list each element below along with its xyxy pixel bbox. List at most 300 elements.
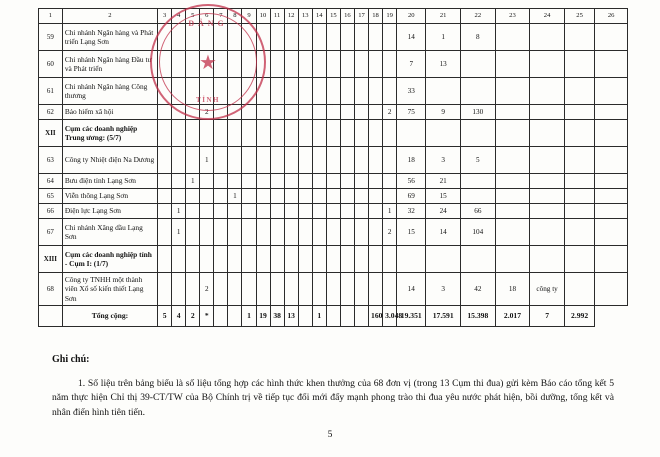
value-cell	[158, 273, 172, 306]
value-cell	[186, 105, 200, 120]
column-header-cell: 22	[461, 9, 496, 24]
value-cell: 42	[461, 273, 496, 306]
value-cell	[326, 105, 340, 120]
value-cell	[256, 147, 270, 174]
page-number: 5	[327, 430, 333, 440]
total-value-cell: 38	[270, 306, 284, 327]
total-label-cell: Tổng cộng:	[62, 306, 157, 327]
value-cell	[312, 174, 326, 189]
total-value-cell	[228, 306, 242, 327]
value-cell	[242, 174, 256, 189]
value-cell	[530, 174, 565, 189]
column-header-cell: 7	[214, 9, 228, 24]
value-cell	[256, 174, 270, 189]
value-cell	[383, 273, 397, 306]
value-cell	[242, 78, 256, 105]
column-header-cell: 13	[298, 9, 312, 24]
value-cell	[186, 147, 200, 174]
value-cell	[354, 174, 368, 189]
value-cell	[564, 189, 594, 204]
value-cell	[595, 219, 628, 246]
column-header-cell: 3	[158, 9, 172, 24]
value-cell	[354, 147, 368, 174]
value-cell	[340, 189, 354, 204]
value-cell	[158, 105, 172, 120]
value-cell	[564, 105, 594, 120]
value-cell	[312, 246, 326, 273]
value-cell	[214, 189, 228, 204]
value-cell	[495, 78, 530, 105]
value-cell	[495, 189, 530, 204]
value-cell	[354, 51, 368, 78]
value-cell	[172, 105, 186, 120]
value-cell	[214, 105, 228, 120]
total-value-cell: 15.398	[461, 306, 496, 327]
value-cell	[326, 120, 340, 147]
total-value-cell: 19.351	[397, 306, 426, 327]
value-cell	[186, 78, 200, 105]
value-cell	[312, 273, 326, 306]
column-header-cell: 18	[369, 9, 383, 24]
value-cell	[383, 174, 397, 189]
value-cell: 104	[461, 219, 496, 246]
value-cell	[595, 147, 628, 174]
value-cell	[256, 246, 270, 273]
column-header-cell: 6	[200, 9, 214, 24]
unit-name-cell: Cụm các doanh nghiệp Trung ương: (5/7)	[62, 120, 157, 147]
value-cell	[158, 189, 172, 204]
value-cell	[312, 78, 326, 105]
value-cell	[228, 78, 242, 105]
notes-title: Ghi chú:	[52, 354, 90, 365]
table-row	[39, 204, 628, 219]
value-cell	[186, 273, 200, 306]
value-cell	[495, 120, 530, 147]
value-cell	[564, 273, 594, 306]
value-cell	[256, 78, 270, 105]
value-cell: 14	[397, 273, 426, 306]
value-cell	[369, 105, 383, 120]
value-cell: 1	[228, 189, 242, 204]
value-cell	[564, 51, 594, 78]
value-cell	[172, 174, 186, 189]
value-cell	[200, 189, 214, 204]
value-cell	[298, 147, 312, 174]
total-value-cell: 7	[530, 306, 565, 327]
row-index-cell: 62	[39, 105, 63, 120]
value-cell	[228, 219, 242, 246]
value-cell	[461, 189, 496, 204]
value-cell: 13	[426, 51, 461, 78]
value-cell	[595, 105, 628, 120]
value-cell	[495, 246, 530, 273]
value-cell	[200, 120, 214, 147]
column-header-cell: 23	[495, 9, 530, 24]
table-row	[39, 246, 628, 273]
value-cell	[530, 204, 565, 219]
value-cell	[228, 204, 242, 219]
value-cell	[383, 246, 397, 273]
value-cell	[312, 105, 326, 120]
column-header-cell: 17	[354, 9, 368, 24]
value-cell	[564, 204, 594, 219]
column-header-cell: 26	[595, 9, 628, 24]
value-cell: 66	[461, 204, 496, 219]
value-cell: 3	[426, 273, 461, 306]
value-cell	[186, 219, 200, 246]
total-value-cell	[326, 306, 340, 327]
value-cell	[495, 24, 530, 51]
value-cell	[354, 120, 368, 147]
value-cell: 33	[397, 78, 426, 105]
value-cell: 15	[426, 189, 461, 204]
value-cell	[200, 51, 214, 78]
table-row	[39, 120, 628, 147]
unit-name-cell: Chi nhánh Ngân hàng và Phát triển Lạng Sơn	[62, 24, 157, 51]
value-cell	[172, 24, 186, 51]
unit-name-cell: Cụm các doanh nghiệp tỉnh - Cụm I: (1/7)	[62, 246, 157, 273]
total-value-cell	[214, 306, 228, 327]
column-header-cell: 14	[312, 9, 326, 24]
value-cell: 5	[461, 147, 496, 174]
value-cell: 130	[461, 105, 496, 120]
value-cell	[340, 219, 354, 246]
value-cell	[284, 51, 298, 78]
value-cell	[369, 24, 383, 51]
value-cell	[495, 204, 530, 219]
value-cell	[312, 147, 326, 174]
value-cell	[214, 246, 228, 273]
value-cell	[242, 105, 256, 120]
value-cell	[270, 204, 284, 219]
value-cell	[200, 24, 214, 51]
value-cell	[326, 78, 340, 105]
column-header-cell: 9	[242, 9, 256, 24]
value-cell	[242, 219, 256, 246]
value-cell: 2	[383, 219, 397, 246]
value-cell	[214, 147, 228, 174]
value-cell	[242, 51, 256, 78]
value-cell	[595, 246, 628, 273]
value-cell: 1	[383, 204, 397, 219]
value-cell	[298, 246, 312, 273]
stamp-bottom-text: TỈNH	[196, 96, 220, 104]
value-cell: 2	[383, 105, 397, 120]
value-cell	[228, 174, 242, 189]
value-cell	[340, 204, 354, 219]
row-index-cell: 64	[39, 174, 63, 189]
value-cell	[298, 51, 312, 78]
value-cell	[158, 51, 172, 78]
unit-name-cell: Bảo hiểm xã hội	[62, 105, 157, 120]
value-cell	[340, 246, 354, 273]
value-cell	[595, 273, 628, 306]
value-cell	[383, 189, 397, 204]
total-value-cell: *	[200, 306, 214, 327]
value-cell	[312, 219, 326, 246]
value-cell	[158, 24, 172, 51]
row-index-cell: 65	[39, 189, 63, 204]
column-header-cell: 8	[228, 9, 242, 24]
table-row	[39, 273, 628, 306]
value-cell	[200, 219, 214, 246]
value-cell: 3	[426, 147, 461, 174]
value-cell	[228, 246, 242, 273]
value-cell	[172, 273, 186, 306]
value-cell	[298, 273, 312, 306]
row-index-cell: 63	[39, 147, 63, 174]
value-cell	[172, 147, 186, 174]
value-cell	[312, 120, 326, 147]
value-cell	[595, 78, 628, 105]
value-cell	[461, 51, 496, 78]
total-value-cell: 13	[284, 306, 298, 327]
value-cell	[383, 147, 397, 174]
total-value-cell: 17.591	[426, 306, 461, 327]
value-cell	[340, 273, 354, 306]
value-cell: 69	[397, 189, 426, 204]
value-cell	[354, 204, 368, 219]
value-cell	[530, 219, 565, 246]
value-cell	[270, 273, 284, 306]
value-cell	[564, 246, 594, 273]
value-cell	[530, 78, 565, 105]
value-cell	[530, 120, 565, 147]
value-cell	[530, 246, 565, 273]
value-cell	[312, 24, 326, 51]
column-header-cell: 1	[39, 9, 63, 24]
row-index-cell: XII	[39, 120, 63, 147]
column-header-cell: 19	[383, 9, 397, 24]
notes-paragraph: 1. Số liệu trên bảng biểu là số liệu tổng hợp các hình thức khen thưởng của 68 đơn vị (trong 13 Cụm thi đua) gửi kèm Báo cáo tổng kết 5 năm thực hiện Chỉ thị 39-CT/TW của Bộ Chính trị về tiếp tục đổi mới đẩy mạnh phong trào thi đua yêu nước phát hiện, bồi dưỡng, tổng kết và nhân điển hình tiên tiến.	[52, 377, 614, 419]
value-cell: 18	[495, 273, 530, 306]
value-cell	[530, 147, 565, 174]
value-cell: công ty	[530, 273, 565, 306]
value-cell	[595, 24, 628, 51]
stamp-star-icon: ★	[199, 52, 217, 74]
value-cell	[256, 189, 270, 204]
value-cell	[158, 219, 172, 246]
value-cell	[326, 24, 340, 51]
value-cell	[256, 204, 270, 219]
value-cell	[564, 219, 594, 246]
value-cell: 56	[397, 174, 426, 189]
value-cell	[214, 120, 228, 147]
value-cell	[595, 51, 628, 78]
value-cell	[242, 24, 256, 51]
value-cell	[530, 24, 565, 51]
value-cell	[284, 204, 298, 219]
value-cell	[298, 105, 312, 120]
value-cell	[354, 24, 368, 51]
value-cell: 18	[397, 147, 426, 174]
total-value-cell: 2.017	[495, 306, 530, 327]
value-cell	[564, 147, 594, 174]
value-cell	[228, 24, 242, 51]
value-cell	[270, 147, 284, 174]
value-cell	[298, 120, 312, 147]
value-cell	[564, 174, 594, 189]
value-cell	[158, 174, 172, 189]
data-table-wrapper	[38, 8, 628, 327]
value-cell	[530, 189, 565, 204]
unit-name-cell: Chi nhánh Ngân hàng Đầu tư và Phát triển	[62, 51, 157, 78]
value-cell	[242, 120, 256, 147]
value-cell	[228, 105, 242, 120]
value-cell	[214, 174, 228, 189]
value-cell: 7	[397, 51, 426, 78]
table-row	[39, 219, 628, 246]
value-cell	[369, 147, 383, 174]
stamp-top-text: ĐẢNG	[188, 19, 228, 28]
table-row	[39, 147, 628, 174]
value-cell	[214, 78, 228, 105]
value-cell	[383, 78, 397, 105]
value-cell	[326, 273, 340, 306]
value-cell	[284, 246, 298, 273]
value-cell	[426, 78, 461, 105]
value-cell	[158, 246, 172, 273]
value-cell	[312, 51, 326, 78]
value-cell	[242, 246, 256, 273]
value-cell	[270, 51, 284, 78]
value-cell	[595, 120, 628, 147]
notes-section	[52, 352, 614, 421]
value-cell	[369, 246, 383, 273]
value-cell	[354, 105, 368, 120]
value-cell	[270, 105, 284, 120]
column-header-cell: 10	[256, 9, 270, 24]
value-cell	[284, 147, 298, 174]
value-cell	[200, 78, 214, 105]
row-index-cell: 66	[39, 204, 63, 219]
value-cell	[461, 174, 496, 189]
column-header-cell: 15	[326, 9, 340, 24]
value-cell	[530, 105, 565, 120]
value-cell	[495, 174, 530, 189]
value-cell: 21	[426, 174, 461, 189]
total-row-spacer	[39, 306, 63, 327]
row-index-cell: 67	[39, 219, 63, 246]
value-cell	[369, 273, 383, 306]
value-cell	[228, 147, 242, 174]
value-cell	[298, 204, 312, 219]
value-cell	[186, 120, 200, 147]
total-value-cell: 1	[312, 306, 326, 327]
value-cell	[270, 174, 284, 189]
value-cell	[595, 189, 628, 204]
value-cell	[326, 204, 340, 219]
value-cell	[369, 189, 383, 204]
total-value-cell	[298, 306, 312, 327]
value-cell	[284, 78, 298, 105]
value-cell	[284, 174, 298, 189]
value-cell	[242, 189, 256, 204]
total-value-cell: 160	[369, 306, 383, 327]
total-value-cell: 19	[256, 306, 270, 327]
value-cell	[369, 204, 383, 219]
row-index-cell: 61	[39, 78, 63, 105]
value-cell	[242, 273, 256, 306]
value-cell	[369, 120, 383, 147]
total-value-cell: 2.992	[564, 306, 594, 327]
value-cell	[354, 78, 368, 105]
value-cell	[298, 78, 312, 105]
value-cell: 1	[186, 174, 200, 189]
value-cell	[340, 174, 354, 189]
row-index-cell: 59	[39, 24, 63, 51]
awards-summary-table	[38, 8, 628, 327]
total-value-cell	[340, 306, 354, 327]
value-cell	[200, 204, 214, 219]
unit-name-cell: Bưu điện tỉnh Lạng Sơn	[62, 174, 157, 189]
value-cell	[214, 273, 228, 306]
value-cell	[256, 51, 270, 78]
value-cell	[312, 189, 326, 204]
value-cell	[158, 78, 172, 105]
value-cell	[564, 78, 594, 105]
value-cell	[383, 120, 397, 147]
value-cell	[397, 120, 426, 147]
total-value-cell: 1	[242, 306, 256, 327]
value-cell	[284, 120, 298, 147]
value-cell	[214, 51, 228, 78]
table-row	[39, 78, 628, 105]
value-cell	[354, 219, 368, 246]
value-cell: 14	[426, 219, 461, 246]
value-cell	[284, 24, 298, 51]
value-cell	[340, 120, 354, 147]
value-cell	[158, 204, 172, 219]
value-cell: 15	[397, 219, 426, 246]
total-value-cell: 5	[158, 306, 172, 327]
value-cell	[326, 246, 340, 273]
value-cell	[172, 78, 186, 105]
value-cell	[340, 24, 354, 51]
value-cell	[461, 246, 496, 273]
value-cell: 24	[426, 204, 461, 219]
total-value-cell: 2	[186, 306, 200, 327]
value-cell	[284, 189, 298, 204]
column-header-cell: 11	[270, 9, 284, 24]
value-cell	[270, 78, 284, 105]
column-header-cell: 5	[186, 9, 200, 24]
unit-name-cell: Chi nhánh Ngân hàng Công thương	[62, 78, 157, 105]
value-cell	[214, 204, 228, 219]
unit-name-cell: Điện lực Lạng Sơn	[62, 204, 157, 219]
value-cell: 32	[397, 204, 426, 219]
value-cell	[354, 246, 368, 273]
value-cell: 1	[200, 147, 214, 174]
unit-name-cell: Công ty Nhiệt điện Na Dương	[62, 147, 157, 174]
value-cell	[369, 51, 383, 78]
value-cell	[564, 120, 594, 147]
row-index-cell: XIII	[39, 246, 63, 273]
table-header-row	[39, 9, 628, 24]
value-cell	[270, 120, 284, 147]
value-cell	[354, 273, 368, 306]
value-cell	[298, 24, 312, 51]
unit-name-cell: Công ty TNHH một thành viên Xổ số kiến thiết Lạng Sơn	[62, 273, 157, 306]
value-cell	[564, 24, 594, 51]
value-cell	[270, 246, 284, 273]
value-cell: 1	[426, 24, 461, 51]
value-cell	[270, 24, 284, 51]
value-cell	[397, 246, 426, 273]
value-cell	[186, 189, 200, 204]
row-index-cell: 68	[39, 273, 63, 306]
value-cell	[326, 51, 340, 78]
